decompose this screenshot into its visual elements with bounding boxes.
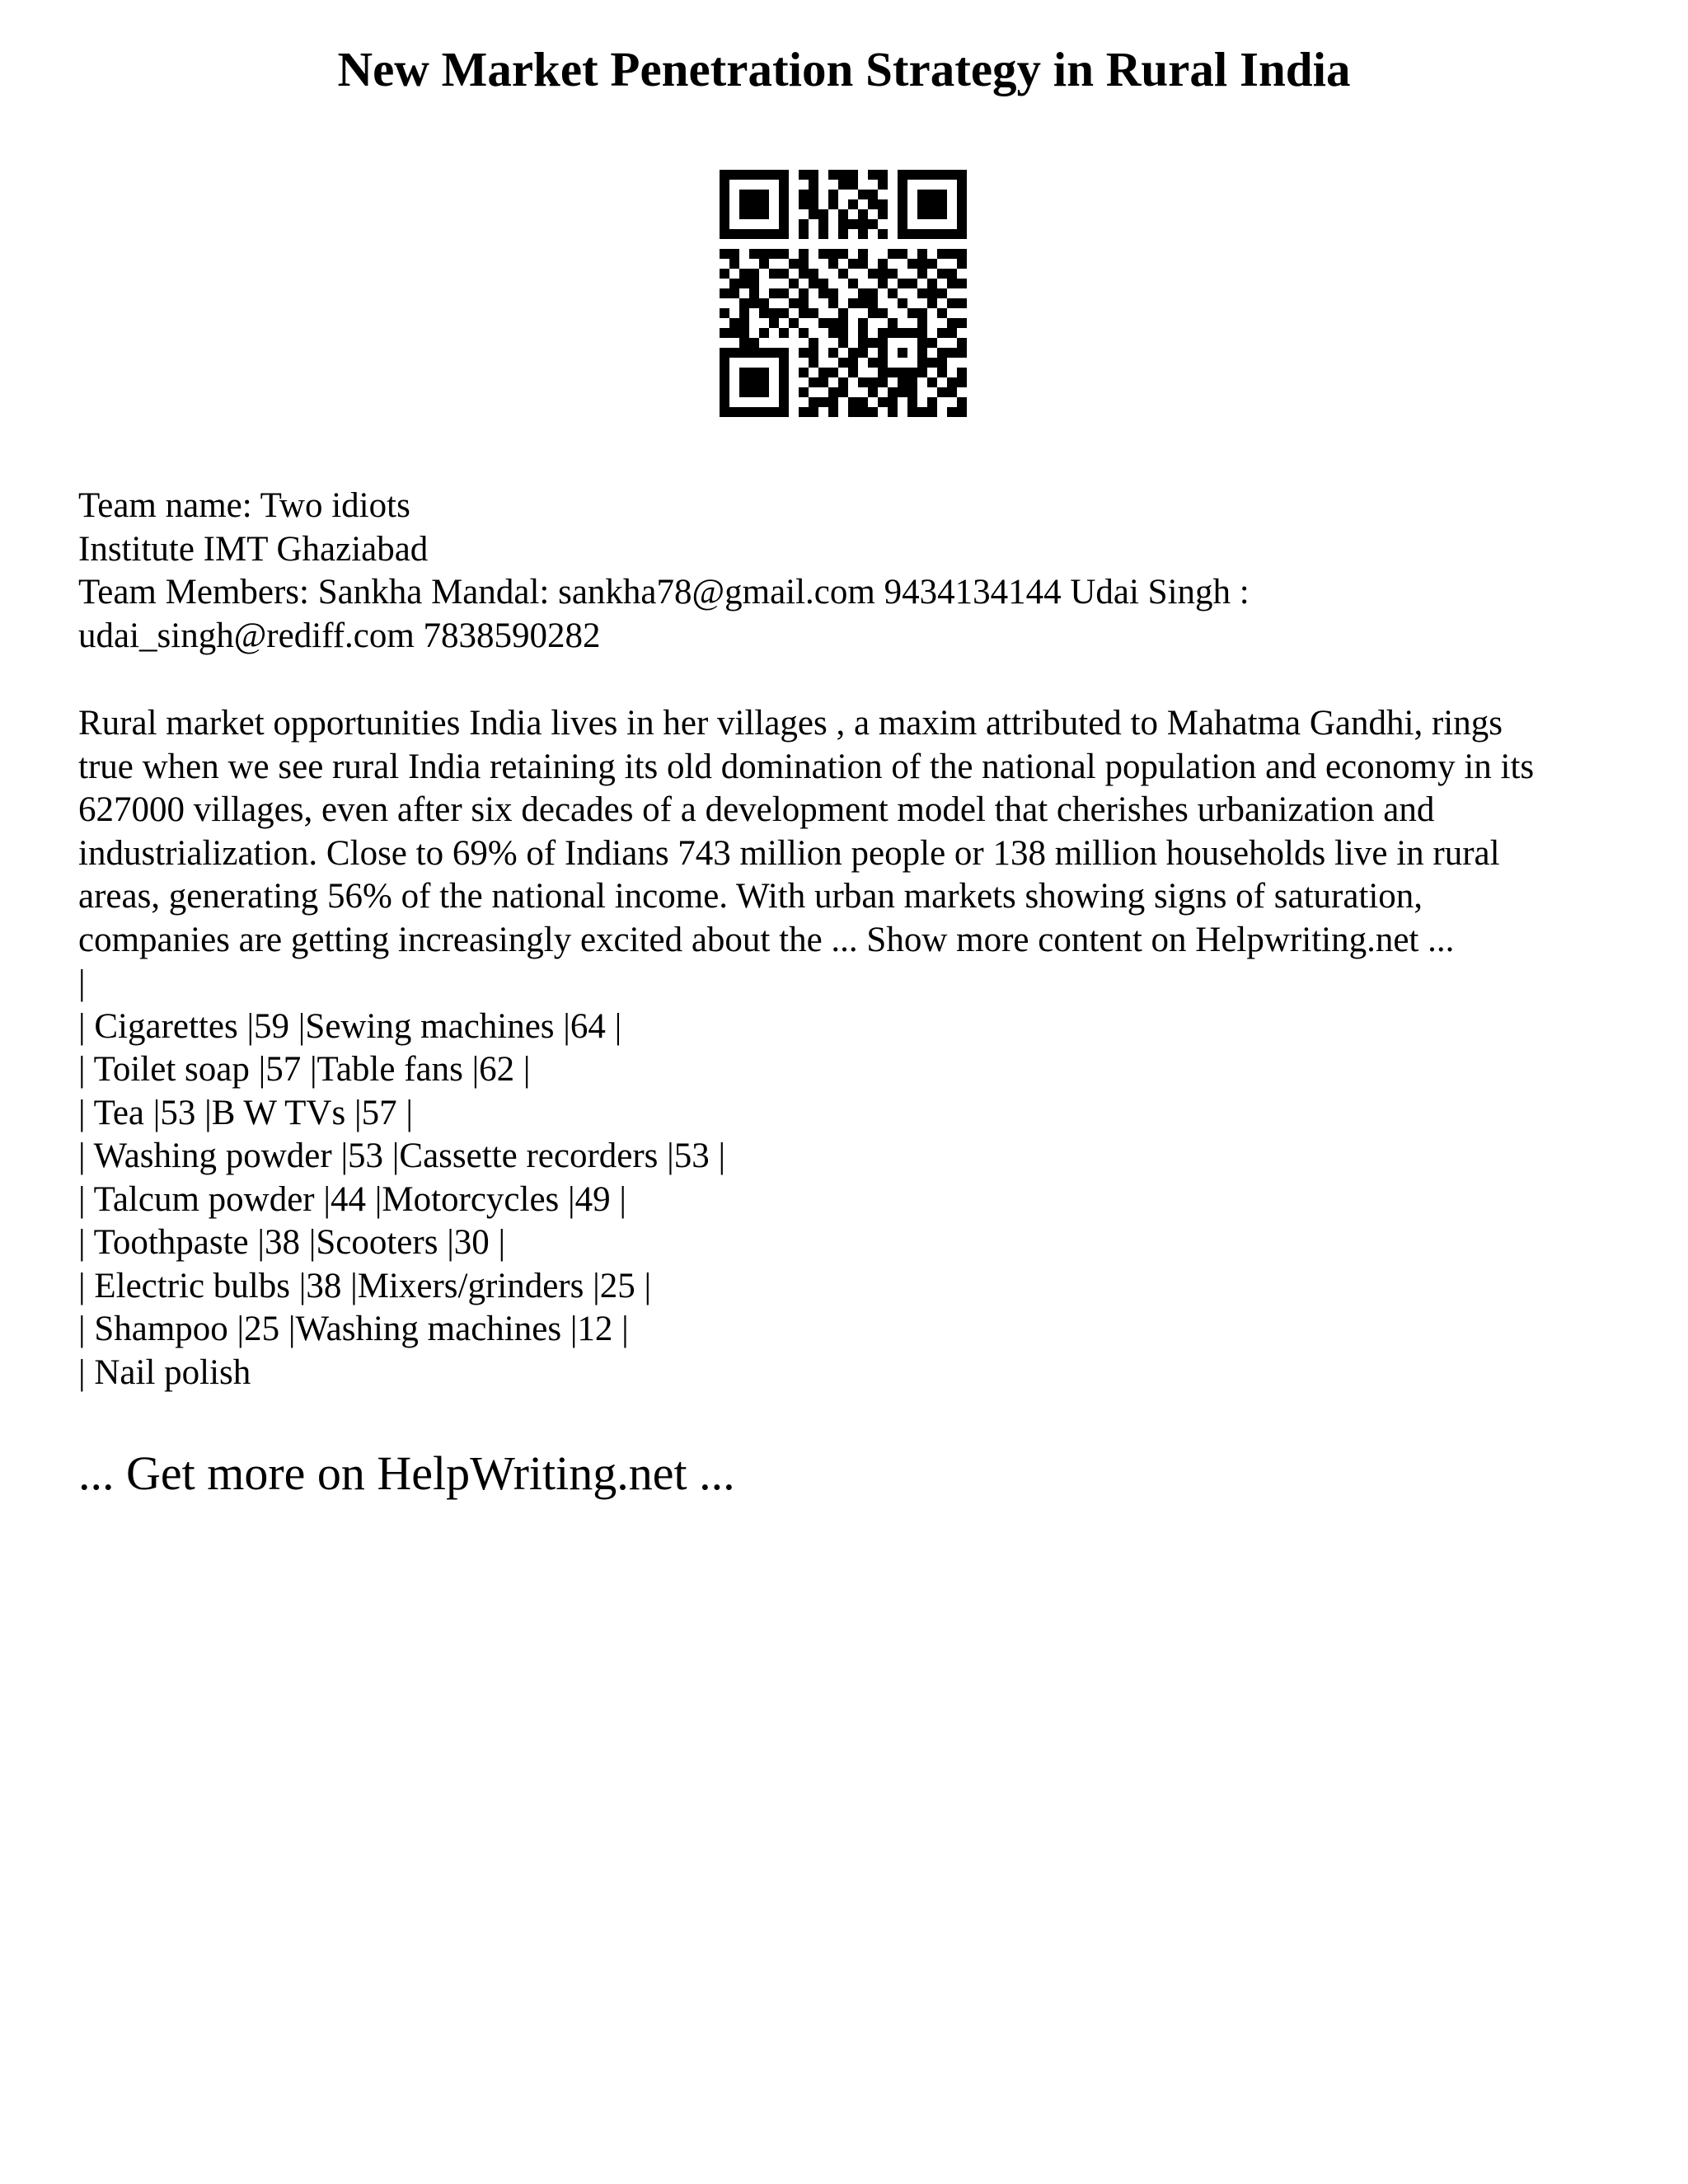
paragraph-line: industrialization. Close to 69% of Indians 743 million people or 138 million households live in rural: [78, 833, 1500, 873]
paragraph-line: 627000 villages, even after six decades of a development model that cherishes urbanization and: [78, 790, 1435, 829]
paragraph-line: companies are getting increasingly excited about the ... Show more content on Helpwriting.net ...: [78, 920, 1455, 959]
table-row: |: [78, 963, 86, 1002]
paragraph-line: true when we see rural India retaining its old domination of the national population and economy in its: [78, 747, 1535, 786]
team-info: [78, 485, 1644, 658]
qr-code: [720, 170, 967, 417]
document-title: New Market Penetration Strategy in Rural India: [337, 42, 1351, 96]
table-row: | Washing powder |53 |Cassette recorders |53 |: [78, 1137, 726, 1175]
table-row: | Talcum powder |44 |Motorcycles |49 |: [78, 1179, 626, 1219]
table-row: | Cigarettes |59 |Sewing machines |64 |: [78, 1006, 622, 1046]
table-row: | Nail polish: [78, 1352, 251, 1392]
institute: Institute IMT Ghaziabad: [78, 529, 429, 569]
paragraph-line: areas, generating 56% of the national income. With urban markets showing signs of saturation,: [78, 877, 1423, 916]
table-row: | Tea |53 |B W TVs |57 |: [78, 1093, 413, 1132]
footer-link-text[interactable]: ... Get more on HelpWriting.net ...: [78, 1446, 735, 1500]
table-row: | Shampoo |25 |Washing machines |12 |: [78, 1310, 629, 1348]
table-row: | Electric bulbs |38 |Mixers/grinders |25 |: [78, 1266, 652, 1305]
intro-paragraph: [78, 702, 1644, 962]
team-members-contact: udai_singh@rediff.com 7838590282: [78, 616, 601, 655]
qr-code-image: [720, 170, 967, 417]
table-row: | Toothpaste |38 |Scooters |30 |: [78, 1223, 506, 1262]
paragraph-line: Rural market opportunities India lives in her villages , a maxim attributed to Mahatma Gandhi, rings: [78, 704, 1503, 743]
team-members: Team Members: Sankha Mandal: sankha78@gmail.com 9434134144 Udai Singh :: [78, 573, 1250, 612]
team-name: Team name: Two idiots: [78, 486, 410, 525]
table-row: | Toilet soap |57 |Table fans |62 |: [78, 1050, 531, 1089]
product-penetration-table: [78, 962, 1644, 1394]
